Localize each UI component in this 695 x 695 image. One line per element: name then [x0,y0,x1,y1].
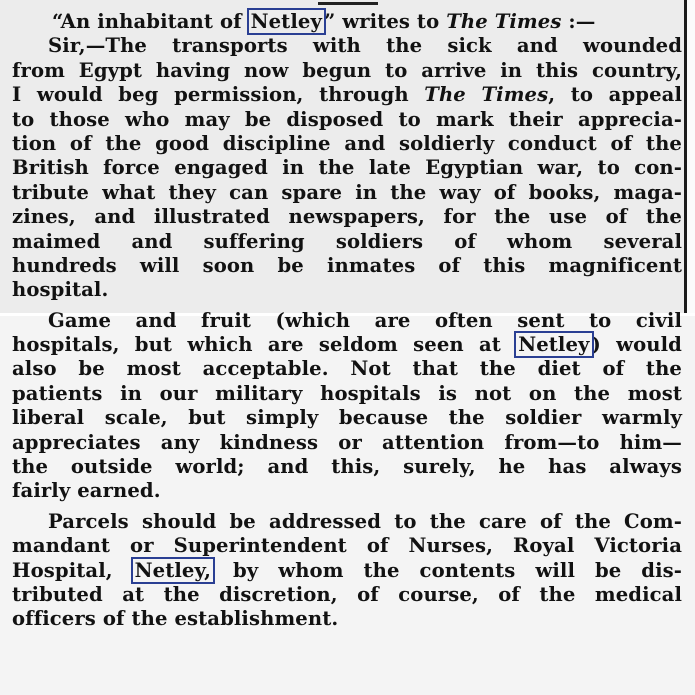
p1-line-1: Sir,—The transports with the sick and wounded [48,34,682,58]
p1-line-3-pre: I would beg permission, through [12,83,425,107]
p2-line-8: fairly earned. [12,479,161,503]
p1-line-6: British force engaged in the late Egyptian war, to con- [12,156,682,180]
p1-line-7: tribute what they can spare in the way of books, maga- [12,180,682,204]
p1-line-3-tail: , to appeal [548,83,682,107]
p1-line-10: hundreds will soon be inmates of this magnificent [12,253,682,277]
p2-line-2-pre: hospitals, but which are seldom seen at [12,333,517,357]
p2-line-1: Game and fruit (which are often sent to civil [48,308,682,332]
netley-highlight-2: Netley [518,333,590,357]
p1-line-4: to those who may be disposed to mark their apprecia- [12,107,682,131]
p1-line-3 [12,83,682,107]
intro-line [12,10,682,34]
netley-highlight-1: Netley [250,10,322,33]
p2-line-3: also be most acceptable. Not that the diet of the [12,357,682,381]
p3-line-3-pre: Hospital, [12,558,133,582]
p1-line-3-paper: The Times [424,83,549,107]
p2-line-6: appreciates any kindness or attention from—to him— [12,430,682,454]
p2-line-4: patients in our military hospitals is not on the most [12,381,682,405]
p1-line-5: tion of the good discipline and soldierly conduct of the [12,131,682,155]
intro-paper-name: The Times [446,10,562,33]
p2-line-2-post: ) would [591,333,682,357]
p2-line-7: the outside world; and this, surely, he has always [12,455,682,479]
p3-line-5: officers of the establishment. [12,607,339,631]
p1-line-2: from Egypt having now begun to arrive in this country, [12,58,682,82]
intro-quote-close: ” writes to [323,10,447,33]
p1-line-9: maimed and suffering soldiers of whom several [12,229,682,253]
p2-line-2 [12,333,682,357]
column-rule [318,2,378,5]
p3-line-3-post: by whom the contents will be dis- [213,558,683,582]
netley-highlight-3: Netley, [134,558,212,582]
p3-line-1: Parcels should be addressed to the care of the Com- [48,509,682,533]
p1-line-8: zines, and illustrated newspapers, for the use of the [12,205,682,229]
article-text [12,10,682,632]
p3-line-2: mandant or Superintendent of Nurses, Royal Victoria [12,534,682,558]
p1-line-11: hospital. [12,278,109,302]
intro-quote-open: “An inhabitant of [52,10,249,33]
p3-line-4: tributed at the discretion, of course, of the medical [12,582,682,606]
p3-line-3 [12,559,682,583]
intro-tail: :— [561,10,596,33]
p2-line-5: liberal scale, but simply because the soldier warmly [12,406,682,430]
